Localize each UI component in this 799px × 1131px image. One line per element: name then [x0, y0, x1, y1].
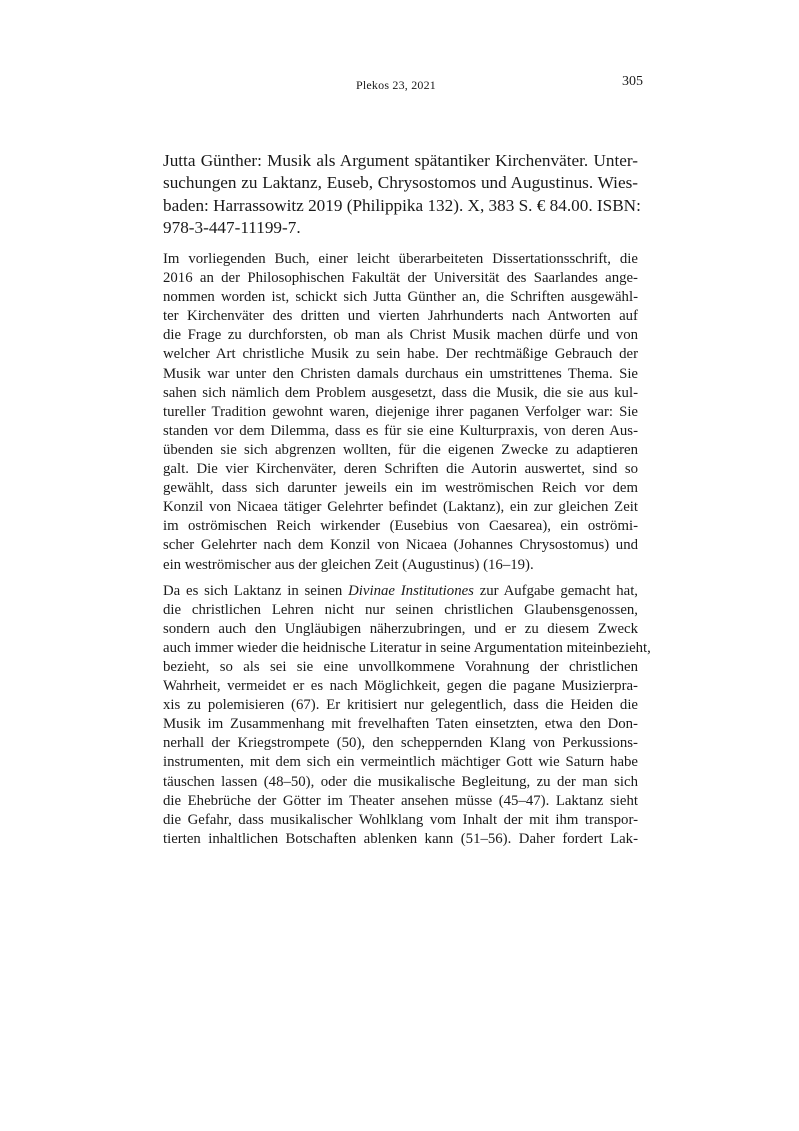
body-line: welcher Art christliche Musik zu sein habe. Der rechtmäßige Gebrauch der	[163, 346, 638, 363]
body-line: auch immer wieder die heidnische Literatur in seine Argumentation miteinbezieht,	[163, 639, 651, 656]
body-line: die Frage zu durchforsten, ob man als Christ Musik machen dürfe und von	[163, 327, 638, 344]
body-line: bezieht, so als sei sie eine unvollkommene Vorahnung der christlichen	[163, 658, 638, 675]
text-run: zur Aufgabe gemacht hat,	[473, 582, 638, 599]
body-line: die Ehebrüche der Götter im Theater ansehen müsse (45–47). Laktanz sieht	[163, 792, 638, 809]
body-line: nommen worden ist, schickt sich Jutta Günther an, die Schriften ausgewähl-	[163, 289, 638, 306]
body-line: Konzil von Nicaea tätiger Gelehrter befindet (Laktanz), ein zur gleichen Zeit	[163, 499, 638, 516]
page-number: 305	[622, 74, 643, 89]
body-line: ein weströmischer aus der gleichen Zeit (Augustinus) (16–19).	[163, 556, 534, 573]
body-line: instrumenten, mit dem sich ein vermeintlich mächtiger Gott wie Saturn habe	[163, 754, 638, 771]
body-line: die christlichen Lehren nicht nur seinen christlichen Glaubensgenossen,	[163, 601, 638, 618]
body-line: Musik war unter den Christen damals durchaus ein umstrittenes Thema. Sie	[163, 365, 638, 382]
body-line: Im vorliegenden Buch, einer leicht überarbeiteten Dissertationsschrift, die	[163, 251, 638, 267]
header-line: 978-3-447-11199-7.	[163, 218, 301, 238]
review-header	[163, 150, 641, 240]
header-line: baden: Harrassowitz 2019 (Philippika 132). X, 383 S. € 84.00. ISBN:	[163, 195, 641, 215]
body-line: täuschen lassen (48–50), oder die musikalische Begleitung, zu der man sich	[163, 773, 638, 790]
body-line: übenden sie sich abgrenzen wollten, für die eigenen Zwecke zu adaptieren	[163, 441, 638, 458]
body-line: die Gefahr, dass musikalischer Wohlklang vom Inhalt der mit ihm transpor-	[163, 811, 638, 828]
body-line: im oströmischen Reich wirkender (Eusebius von Caesarea), ein oströmi-	[163, 518, 638, 535]
paragraph-2	[163, 582, 651, 849]
body-line: tureller Tradition gewohnt waren, diejenige ihrer paganen Verfolger war: Sie	[163, 403, 638, 420]
running-head: Plekos 23, 2021	[356, 78, 437, 92]
book-title-italic: Divinae Institutiones	[348, 582, 474, 599]
body-line: xis zu polemisieren (67). Er kritisiert nur gelegentlich, dass die Heiden die	[163, 697, 638, 714]
body-line: ter Kirchenväter des dritten und vierten Jahrhunderts nach Antworten auf	[163, 308, 638, 325]
body-line: 2016 an der Philosophischen Fakultät der Universität des Saarlandes ange-	[163, 270, 638, 287]
body-line: sondern auch den Ungläubigen näherzubringen, und er zu diesem Zweck	[163, 620, 638, 637]
body-line: tierten inhaltlichen Botschaften ablenken kann (51–56). Daher fordert Lak-	[163, 830, 638, 847]
body-line: standen vor dem Dilemma, dass es für sie eine Kulturpraxis, von deren Aus-	[163, 422, 638, 439]
header-line: Jutta Günther: Musik als Argument spätantiker Kirchenväter. Unter-	[163, 151, 638, 170]
paragraph-1	[163, 250, 638, 575]
body-line: sahen sich nämlich dem Problem ausgesetzt, dass die Musik, die sie aus kul-	[163, 384, 638, 401]
body-line	[163, 582, 638, 601]
body-line: galt. Die vier Kirchenväter, deren Schriften die Autorin auswertet, sind so	[163, 461, 638, 478]
body-line: nerhall der Kriegstrompete (50), den scheppernden Klang von Perkussions-	[163, 735, 638, 752]
header-line: suchungen zu Laktanz, Euseb, Chrysostomos und Augustinus. Wies-	[163, 173, 638, 193]
review-body	[163, 250, 651, 849]
body-line: Musik im Zusammenhang mit frevelhaften Taten einsetzten, etwa den Don-	[163, 716, 638, 733]
body-line: scher Gelehrter nach dem Konzil von Nicaea (Johannes Chrysostomus) und	[163, 537, 638, 554]
body-line: gewählt, dass sich darunter jeweils ein im weströmischen Reich vor dem	[163, 480, 638, 497]
body-line: Wahrheit, vermeidet er es nach Möglichkeit, gegen die pagane Musizierpra-	[163, 678, 638, 695]
text-run: Da es sich Laktanz in seinen	[163, 582, 349, 599]
